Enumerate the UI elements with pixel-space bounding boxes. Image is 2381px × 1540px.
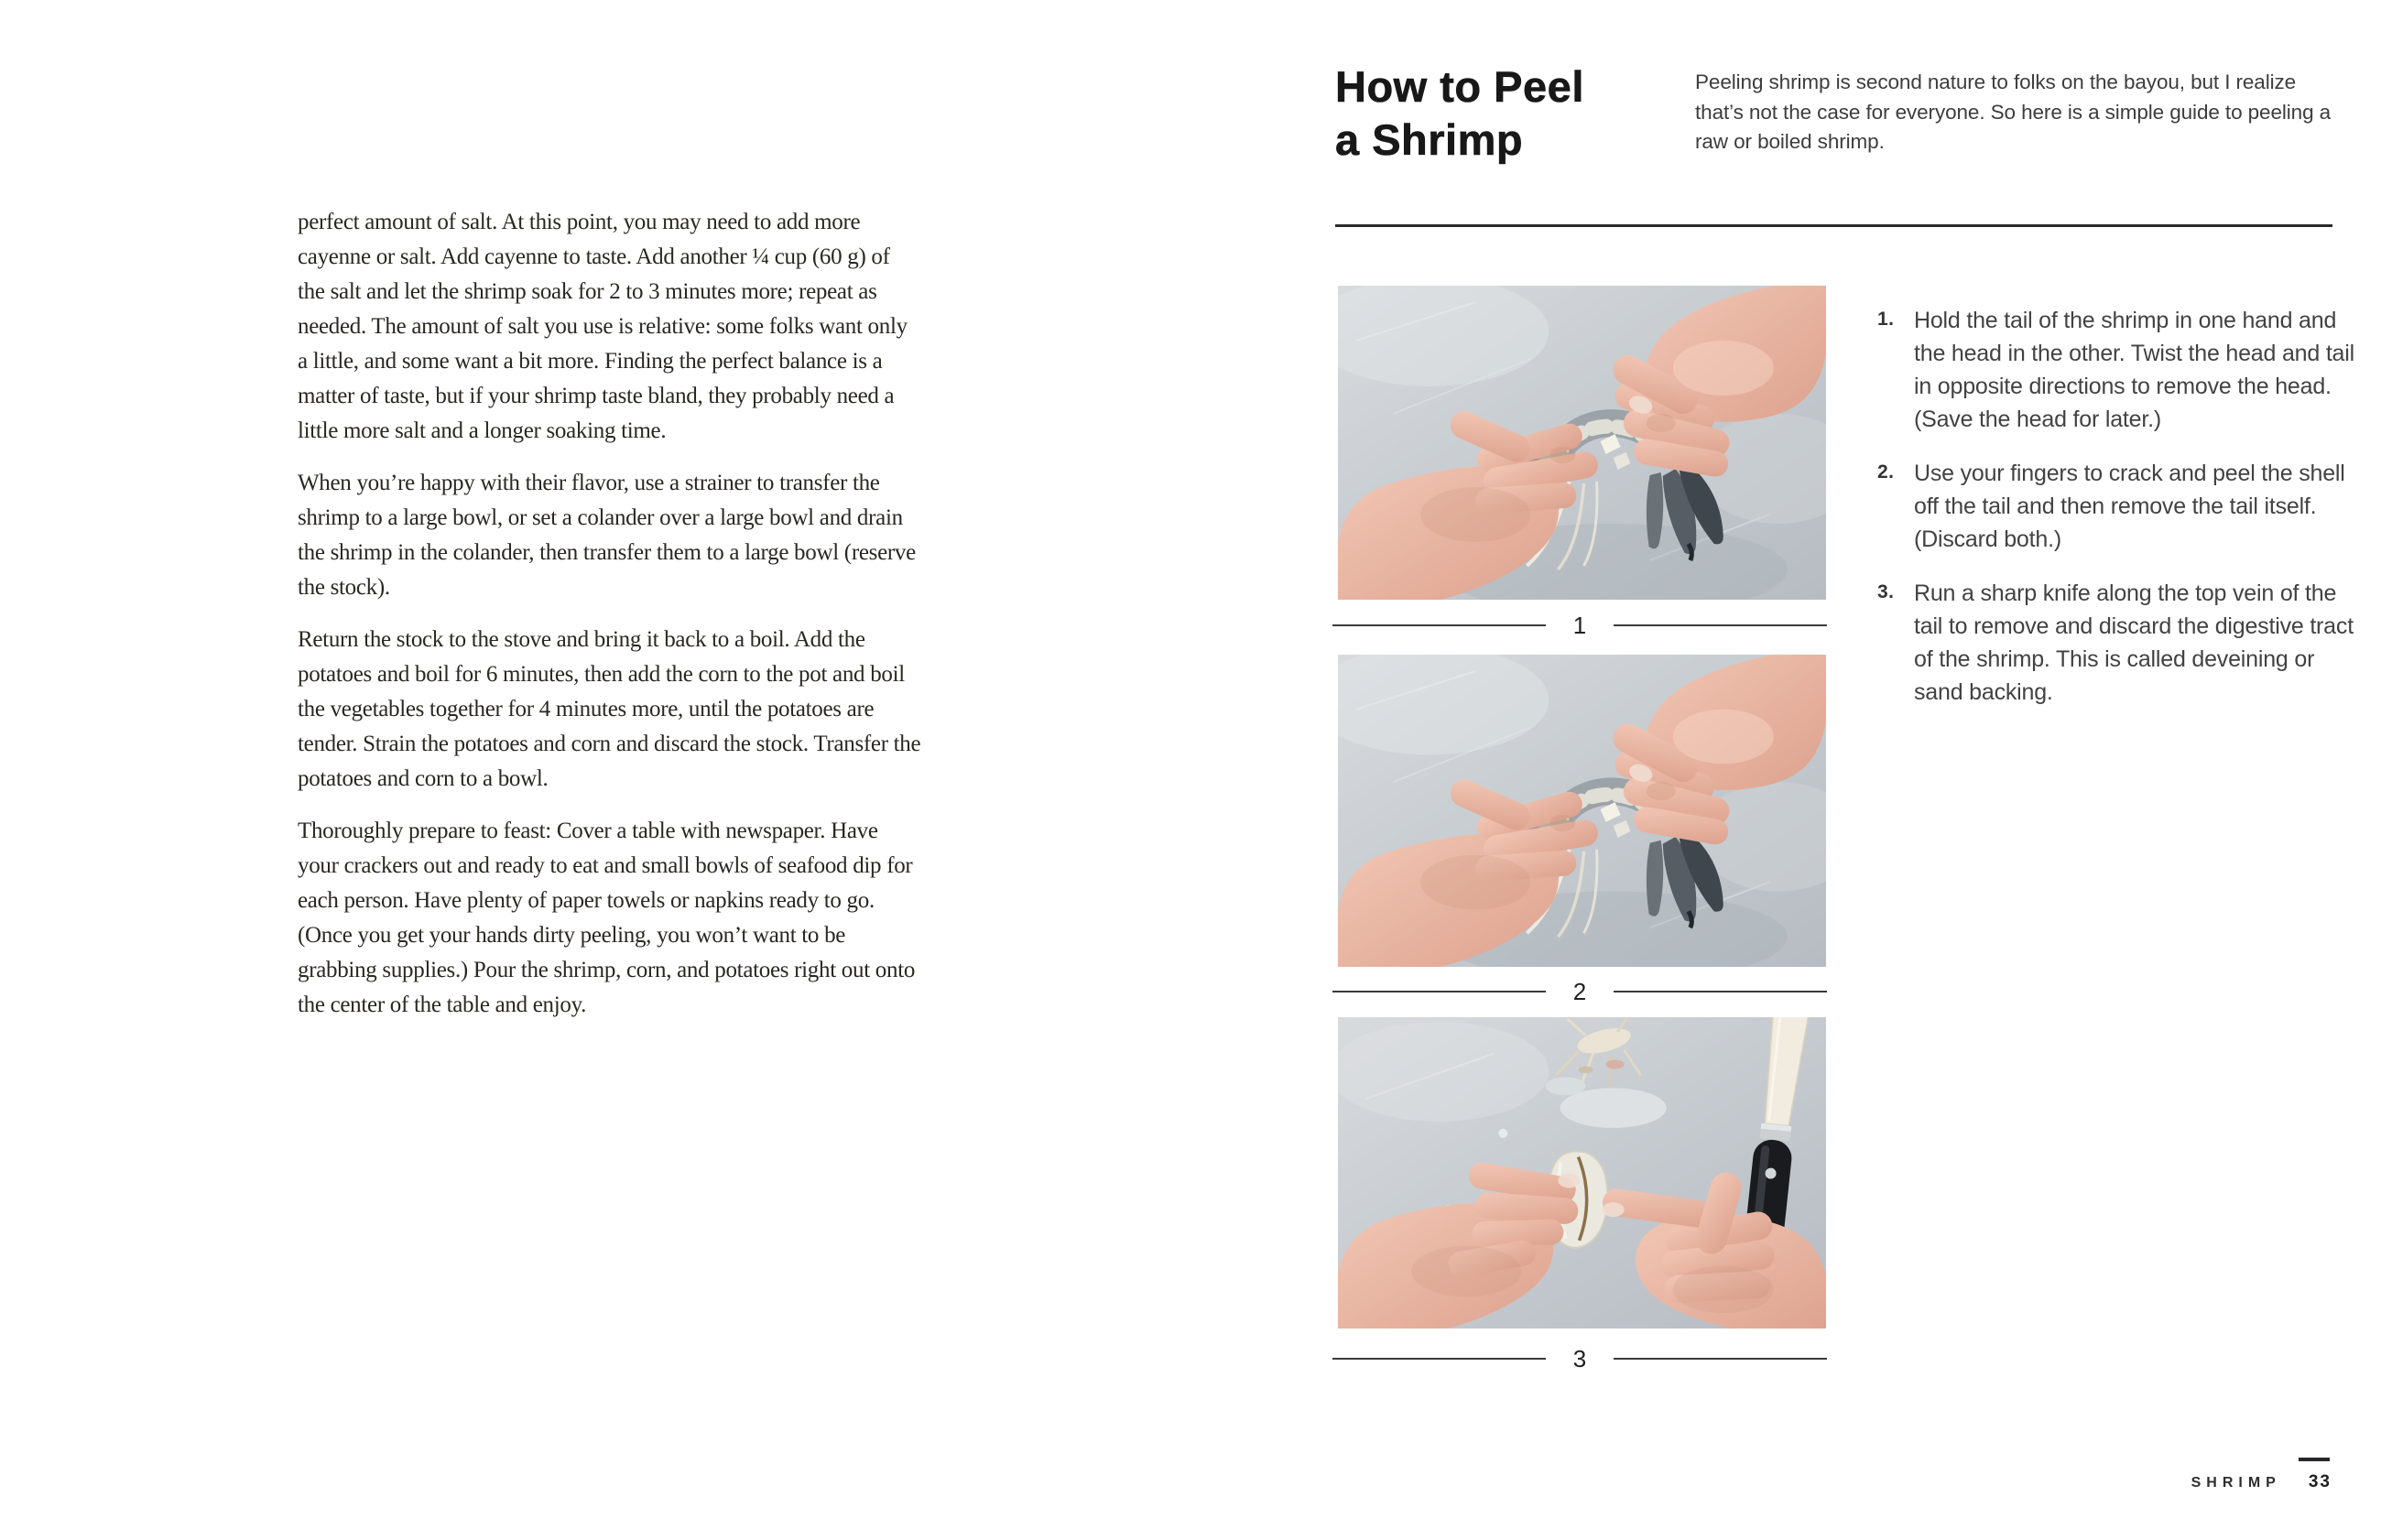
page-folio (2191, 1458, 2332, 1492)
step-item-2 (1877, 457, 2360, 556)
intro-paragraph: Peeling shrimp is second nature to folks on the bayou, but I realize that’s not the case for everyone. So here is a simple guide to peeling a raw or boiled shrimp. (1695, 70, 2332, 153)
body-paragraph-3: Return the stock to the stove and bring it back to a boil. Add the potatoes and boil for 6 minutes, then add the corn to the pot and boil the vegetables together for 4 minutes more, until the potatoes are tender. Strain the potatoes and corn and discard the stock. Transfer the potatoes and corn to a bowl. (298, 627, 921, 791)
figure-caption-3 (1332, 1345, 1827, 1372)
page-title-line-1: How to Peel (1335, 62, 1584, 111)
step-item-1 (1877, 304, 2360, 436)
page-title (1335, 60, 1584, 167)
folio-section-label: SHRIMP (2191, 1475, 2281, 1491)
peel-photo-group (1338, 286, 1826, 600)
caption-number: 2 (1572, 977, 1587, 1005)
figure-photo-3 (1338, 1017, 1826, 1329)
step-number: 3. (1877, 581, 1895, 602)
folio-rule (2299, 1458, 2330, 1461)
figure-caption-2 (1332, 978, 1827, 1005)
step-text: Use your fingers to crack and peel the shell off the tail and then remove the tail itself. (Discard both.) (1914, 461, 2345, 552)
caption-rule-left (1332, 991, 1546, 992)
devein-photo-group (1338, 1017, 1826, 1329)
step-number: 2. (1877, 461, 1895, 483)
caption-rule-right (1614, 1358, 1827, 1360)
caption-rule-right (1614, 991, 1827, 992)
body-paragraph-1: perfect amount of salt. At this point, you may need to add more cayenne or salt. Add cayenne to taste. Add another ¼ cup (60 g) of the salt and let the shrimp soak for 2 to 3 minutes more; repeat as needed. The amount of salt you use is relative: some folks want only a little, and some want a bit more. Finding the perfect balance is a matter of taste, but if your shrimp taste bland, they probably need a little more salt and a longer soaking time. (298, 210, 908, 443)
figure-caption-1 (1332, 612, 1827, 639)
photo-twist-shrimp-illustration (1338, 286, 1826, 600)
caption-rule-left (1332, 624, 1546, 626)
page-title-line-2: a Shrimp (1335, 115, 1524, 164)
body-paragraph-4: Thoroughly prepare to feast: Cover a table with newspaper. Have your crackers out and ready to eat and small bowls of seafood dip for each person. Have plenty of paper towels or napkins ready to go. (Once you get your hands dirty peeling, you won’t want to be grabbing supplies.) Pour the shrimp, corn, and potatoes right out onto the center of the table and enjoy. (298, 819, 916, 1017)
instruction-steps-list (1841, 304, 2360, 730)
figure-photo-2 (1338, 655, 1826, 967)
caption-number: 1 (1572, 611, 1587, 639)
step-text: Run a sharp knife along the top vein of the tail to remove and discard the digestive tract of the shrimp. This is called deveining or sand backing. (1914, 580, 2354, 705)
header-divider-rule (1335, 224, 2332, 227)
left-page-text-column (298, 205, 922, 1040)
step-number: 1. (1877, 309, 1895, 330)
folio-row (2191, 1472, 2332, 1492)
caption-number: 3 (1572, 1344, 1587, 1372)
caption-rule-right (1614, 624, 1827, 626)
photo-peel-shell-illustration (1338, 655, 1826, 967)
figure-photo-1 (1338, 286, 1826, 600)
step-text: Hold the tail of the shrimp in one hand and the head in the other. Twist the head and tail in opposite directions to remove the head. (Save the head for later.) (1914, 308, 2354, 432)
photo-devein-knife-illustration (1338, 1017, 1826, 1329)
body-paragraph-2: When you’re happy with their flavor, use a strainer to transfer the shrimp to a large bowl, or set a colander over a large bowl and drain the shrimp in the colander, then transfer them to a large bowl (reserve the stock). (298, 471, 916, 600)
step-item-3 (1877, 577, 2360, 709)
folio-page-number: 33 (2308, 1472, 2332, 1491)
caption-rule-left (1332, 1358, 1546, 1360)
